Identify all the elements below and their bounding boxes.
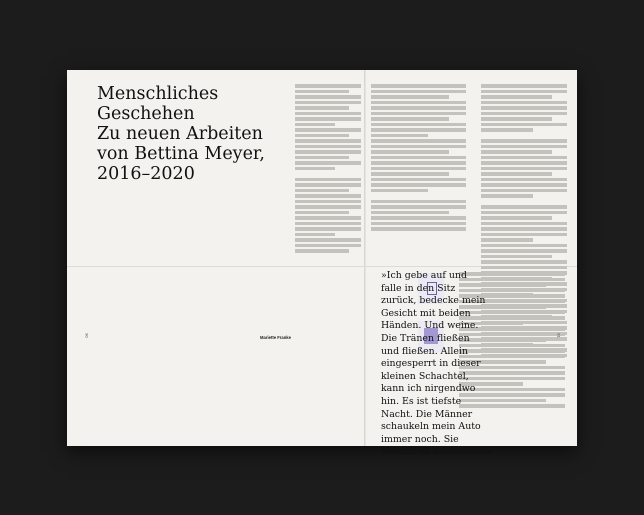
- quote-line: falle in den Sitz: [381, 282, 456, 294]
- body-text-column-left: [295, 84, 361, 255]
- quote-line: Die Tränen fließen: [381, 332, 470, 344]
- title-line: Geschehen: [97, 104, 195, 124]
- author-name: Mariette Franke: [260, 335, 291, 340]
- body-text-column-right-1: [371, 84, 466, 233]
- page-number-right: 91: [556, 333, 562, 338]
- quote-line: Gesicht mit beiden: [381, 307, 471, 319]
- quote-line: werden es umstürzen.«: [381, 446, 493, 458]
- pull-quote: [381, 270, 541, 459]
- quote-line: kann ich nirgendwo: [381, 383, 476, 395]
- title-line: von Bettina Meyer,: [97, 144, 265, 164]
- center-fold: [364, 70, 366, 446]
- title-line: Menschliches: [97, 84, 219, 104]
- quote-line: zurück, bedecke mein: [381, 295, 486, 307]
- quote-line: eingesperrt in dieser: [381, 358, 481, 370]
- quote-line: Nacht. Die Männer: [381, 408, 473, 420]
- quote-line: hin. Es ist tiefste: [381, 395, 462, 407]
- title-line: 2016–2020: [97, 164, 195, 184]
- quote-line: Händen. Und weine.: [381, 320, 479, 332]
- quote-line: kleinen Schachtel,: [381, 370, 469, 382]
- quote-line: schaukeln mein Auto: [381, 421, 481, 433]
- title-line: Zu neuen Arbeiten: [97, 124, 263, 144]
- quote-line: und fließen. Allein: [381, 345, 469, 357]
- page-number-left: 90: [84, 333, 90, 338]
- quote-line: »Ich gebe auf und: [381, 270, 467, 281]
- magazine-spread: [67, 70, 577, 458]
- quote-line: immer noch. Sie: [381, 433, 459, 445]
